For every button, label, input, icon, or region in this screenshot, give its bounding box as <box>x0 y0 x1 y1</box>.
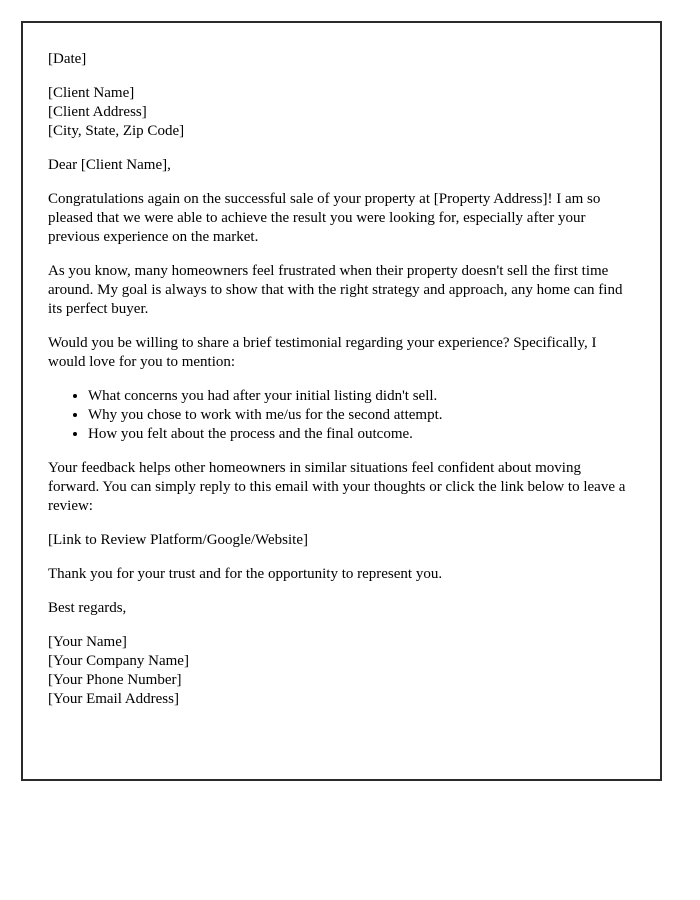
paragraph-empathy: As you know, many homeowners feel frustrated when their property doesn't sell the first time around. My goal is always to show that with the right strategy and approach, any home can find its perfect buyer. <box>48 263 623 317</box>
signature-company-line: [Your Company Name] <box>48 653 189 669</box>
paragraph-thank-you: Thank you for your trust and for the opportunity to represent you. <box>48 566 443 582</box>
signature-phone-line: [Your Phone Number] <box>48 672 182 688</box>
testimonial-points-list <box>48 387 632 444</box>
signoff: Best regards, <box>48 600 127 616</box>
paragraph-testimonial-request: Would you be willing to share a brief testimonial regarding your experience? Specifically, I would love for you to mention: <box>48 335 597 370</box>
recipient-name-line: [Client Name] <box>48 85 135 101</box>
date-placeholder: [Date] <box>48 51 87 67</box>
letter-document <box>21 21 662 781</box>
signature-email-line: [Your Email Address] <box>48 691 179 707</box>
recipient-address-line: [Client Address] <box>48 104 147 120</box>
list-item: • How you felt about the process and the final outcome. <box>88 425 632 444</box>
paragraph-congratulations: Congratulations again on the successful sale of your property at [Property Address]! I am so pleased that we were able to achieve the result you were looking for, especially after your previous experience on the market. <box>48 191 601 245</box>
list-item: • What concerns you had after your initial listing didn't sell. <box>88 387 632 406</box>
review-link-placeholder: [Link to Review Platform/Google/Website] <box>48 532 308 548</box>
paragraph-feedback-value: Your feedback helps other homeowners in similar situations feel confident about moving forward. You can simply reply to this email with your thoughts or click the link below to leave a review: <box>48 460 626 514</box>
list-item: • Why you chose to work with me/us for the second attempt. <box>88 406 632 425</box>
salutation: Dear [Client Name], <box>48 157 171 173</box>
recipient-city-line: [City, State, Zip Code] <box>48 123 185 139</box>
signature-name-line: [Your Name] <box>48 634 127 650</box>
